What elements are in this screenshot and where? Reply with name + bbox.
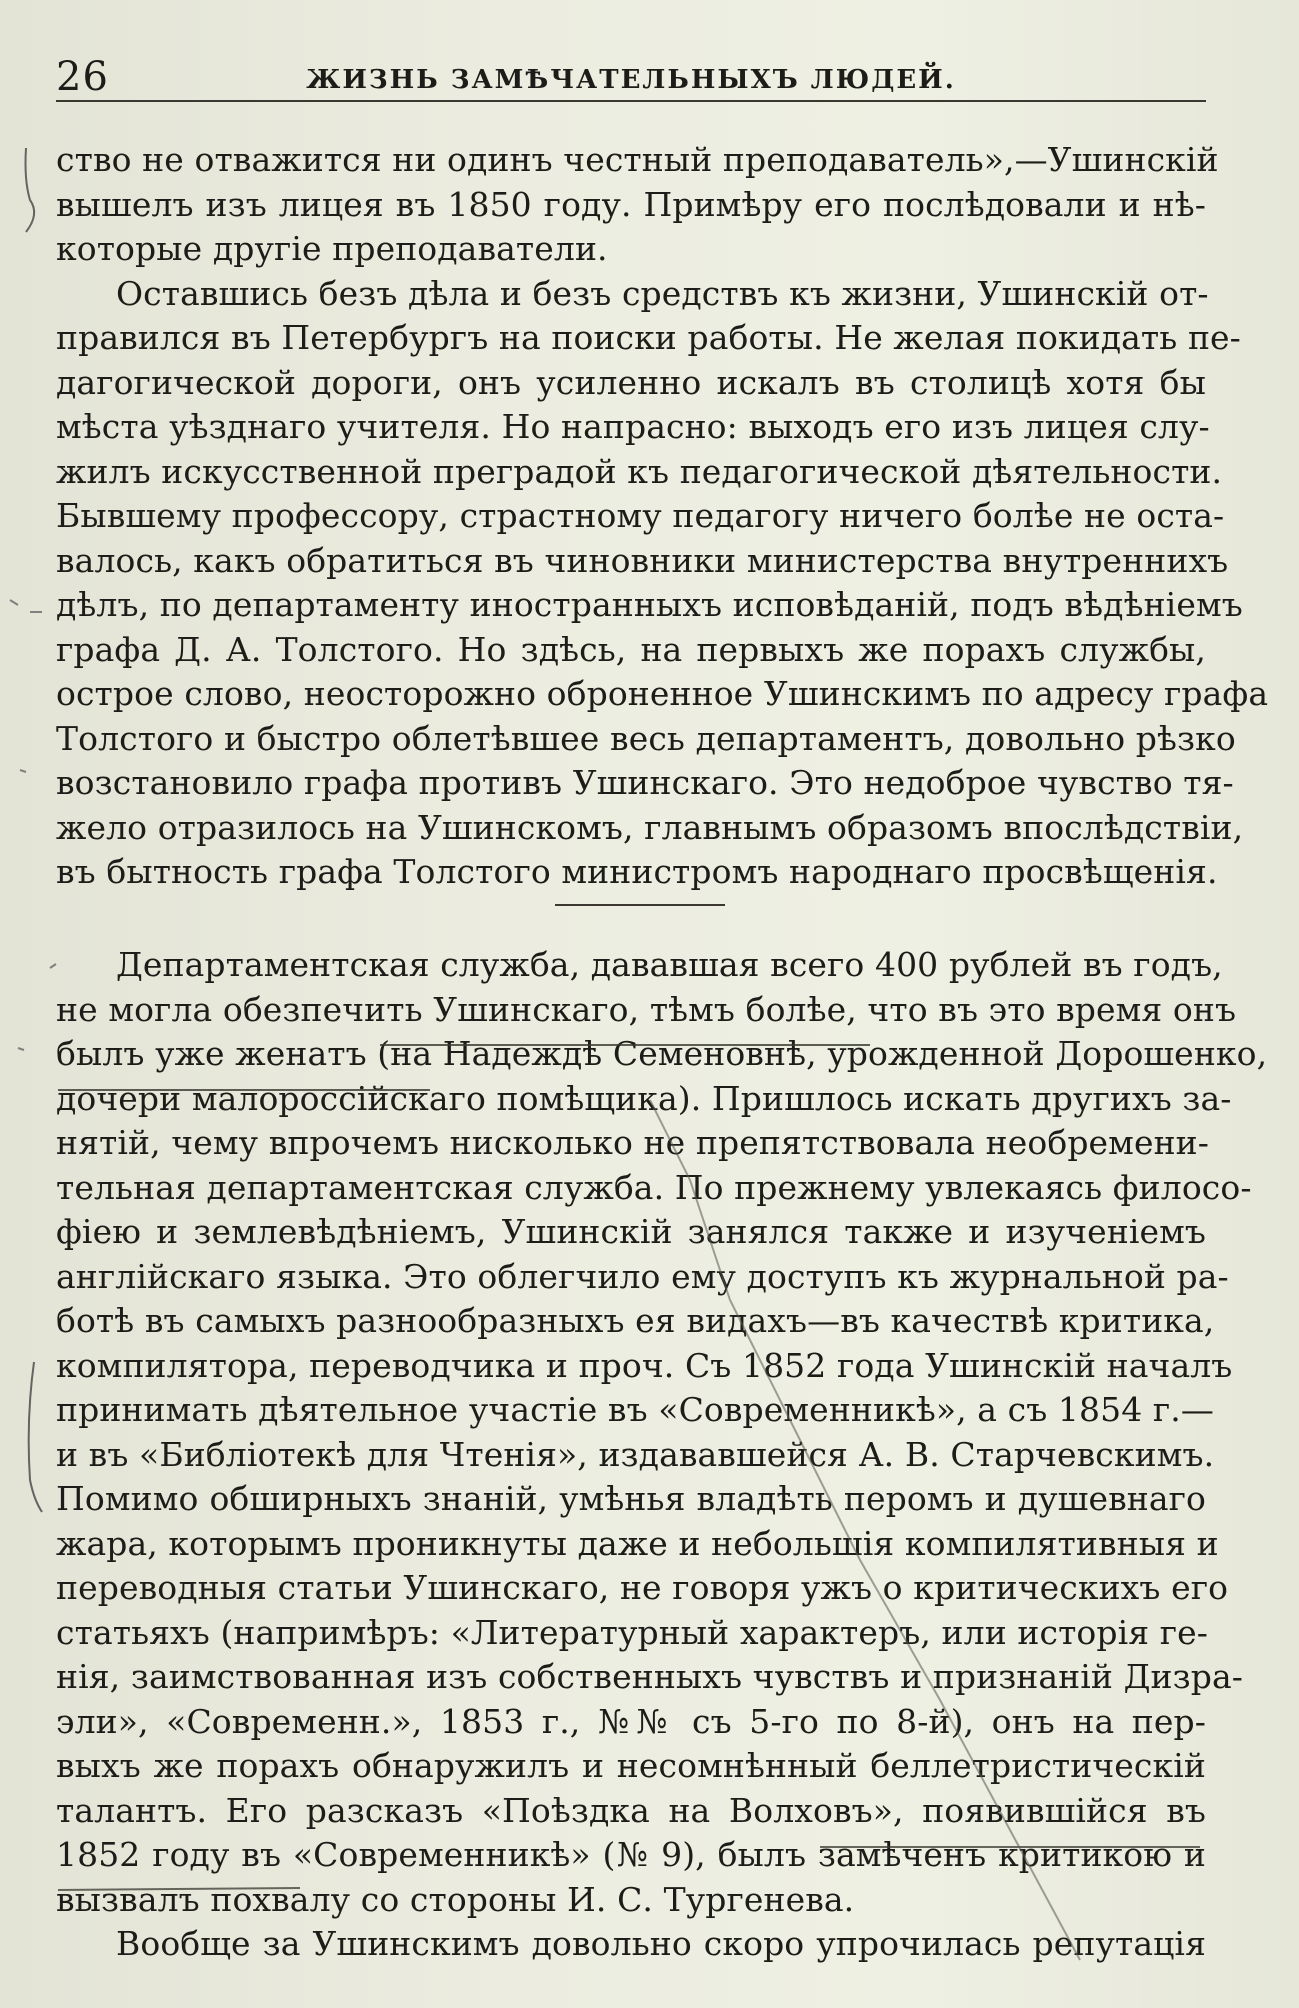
text-line: ство не отважится ни одинъ честный преподаватель»,—Ушинскій xyxy=(56,140,1219,179)
text-line: фіею и землевѣдѣніемъ, Ушинскій занялся также и изученіемъ xyxy=(56,1212,1206,1251)
text-line: статьяхъ (напримѣръ: «Литературный характеръ, или исторія ге- xyxy=(56,1612,1209,1652)
text-line: графа Д. А. Толстого. Но здѣсь, на первыхъ же порахъ службы, xyxy=(56,629,1206,669)
text-line: тельная департаментская служба. По прежнему увлекаясь филосо- xyxy=(56,1167,1252,1207)
text-line: вышелъ изъ лицея въ 1850 году. Примѣру его послѣдовали и нѣ- xyxy=(56,184,1206,224)
text-line: Помимо обширныхъ знаній, умѣнья владѣть перомъ и душевнаго xyxy=(56,1479,1206,1518)
text-line: компилятора, переводчика и проч. Съ 1852 года Ушинскій началъ xyxy=(56,1345,1233,1385)
text-line: жара, которымъ проникнуты даже и небольшія компилятивныя и xyxy=(56,1523,1219,1563)
text-line: выхъ же порахъ обнаружилъ и несомнѣнный беллетристическій xyxy=(56,1746,1206,1785)
text-line: жилъ искусственной преградой къ педагогической дѣятельности. xyxy=(56,451,1223,491)
strikethrough-mark xyxy=(58,1888,300,1890)
text-line: переводныя статьи Ушинскаго, не говоря ужъ о критическихъ его xyxy=(56,1568,1229,1607)
text-line: ботѣ въ самыхъ разнообразныхъ ея видахъ—въ качествѣ критика, xyxy=(56,1301,1215,1340)
margin-bracket-top xyxy=(26,148,35,232)
text-line: валось, какъ обратиться въ чиновники министерства внутреннихъ xyxy=(56,540,1229,580)
text-line: и въ «Библіотекѣ для Чтенія», издававшейся А. В. Старчевскимъ. xyxy=(56,1434,1215,1474)
text-line: не могла обезпечить Ушинскаго, тѣмъ болѣе, что въ это время онъ xyxy=(56,989,1237,1029)
text-line: нія, заимствованная изъ собственныхъ чувствъ и признаній Дизра- xyxy=(56,1657,1243,1696)
text-line: дочери малороссійскаго помѣщика). Пришлось искать другихъ за- xyxy=(56,1078,1232,1118)
text-line: въ бытность графа Толстого министромъ народнаго просвѣщенія. xyxy=(56,852,1218,891)
diagonal-pencil-line xyxy=(650,1100,1080,1960)
text-line: англійскаго языка. Это облегчило ему доступъ къ журнальной ра- xyxy=(56,1256,1229,1296)
margin-tick-marks xyxy=(10,600,56,1050)
text-line: жело отразилось на Ушинскомъ, главнымъ образомъ впослѣдствіи, xyxy=(56,807,1244,847)
text-line: талантъ. Его разсказъ «Поѣздка на Волховъ», появившійся въ xyxy=(56,1790,1206,1830)
text-line: которые другіе преподаватели. xyxy=(56,229,608,268)
margin-bracket-bottom xyxy=(29,1362,42,1512)
text-line: эли», «Современн.», 1853 г., №№ съ 5-го по 8-й), онъ на пер- xyxy=(56,1701,1206,1741)
text-line: былъ уже женатъ (на Надеждѣ Семеновнѣ, урожденной Дорошенко, xyxy=(56,1034,1268,1073)
text-line: дѣлъ, по департаменту иностранныхъ исповѣданій, подъ вѣдѣніемъ xyxy=(56,585,1243,624)
text-line: вызвалъ похвалу со стороны И. С. Тургенева. xyxy=(56,1879,855,1919)
text-line: дагогической дороги, онъ усиленно искалъ въ столицѣ хотя бы xyxy=(56,362,1206,402)
text-line: 1852 году въ «Современникѣ» (№ 9), былъ замѣченъ критикою и xyxy=(56,1835,1206,1874)
text-line: Толстого и быстро облетѣвшее весь департаментъ, довольно рѣзко xyxy=(56,718,1236,758)
text-line: принимать дѣятельное участіе въ «Современникѣ», а съ 1854 г.— xyxy=(56,1390,1214,1429)
text-line: Бывшему профессору, страстному педагогу ничего болѣе не оста- xyxy=(56,496,1225,535)
text-line: Департаментская служба, дававшая всего 400 рублей въ годъ, xyxy=(116,945,1223,984)
text-line: мѣста уѣзднаго учителя. Но напрасно: выходъ его изъ лицея слу- xyxy=(56,407,1210,446)
text-line: правился въ Петербургъ на поиски работы. Не желая покидать пе- xyxy=(56,318,1241,357)
text-line: острое слово, неосторожно оброненное Ушинскимъ по адресу графа xyxy=(56,674,1269,713)
text-line: возстановило графа противъ Ушинскаго. Это недоброе чувство тя- xyxy=(56,763,1234,802)
page-number: 26 xyxy=(56,54,109,100)
text-line: Оставшись безъ дѣла и безъ средствъ къ жизни, Ушинскій от- xyxy=(116,273,1209,313)
running-head: ЖИЗНЬ ЗАМѢЧАТЕЛЬНЫХЪ ЛЮДЕЙ. xyxy=(306,65,956,95)
text-line: Вообще за Ушинскимъ довольно скоро упрочилась репутація xyxy=(116,1924,1206,1963)
text-line: нятій, чему впрочемъ нисколько не препятствовала необремени- xyxy=(56,1123,1210,1162)
